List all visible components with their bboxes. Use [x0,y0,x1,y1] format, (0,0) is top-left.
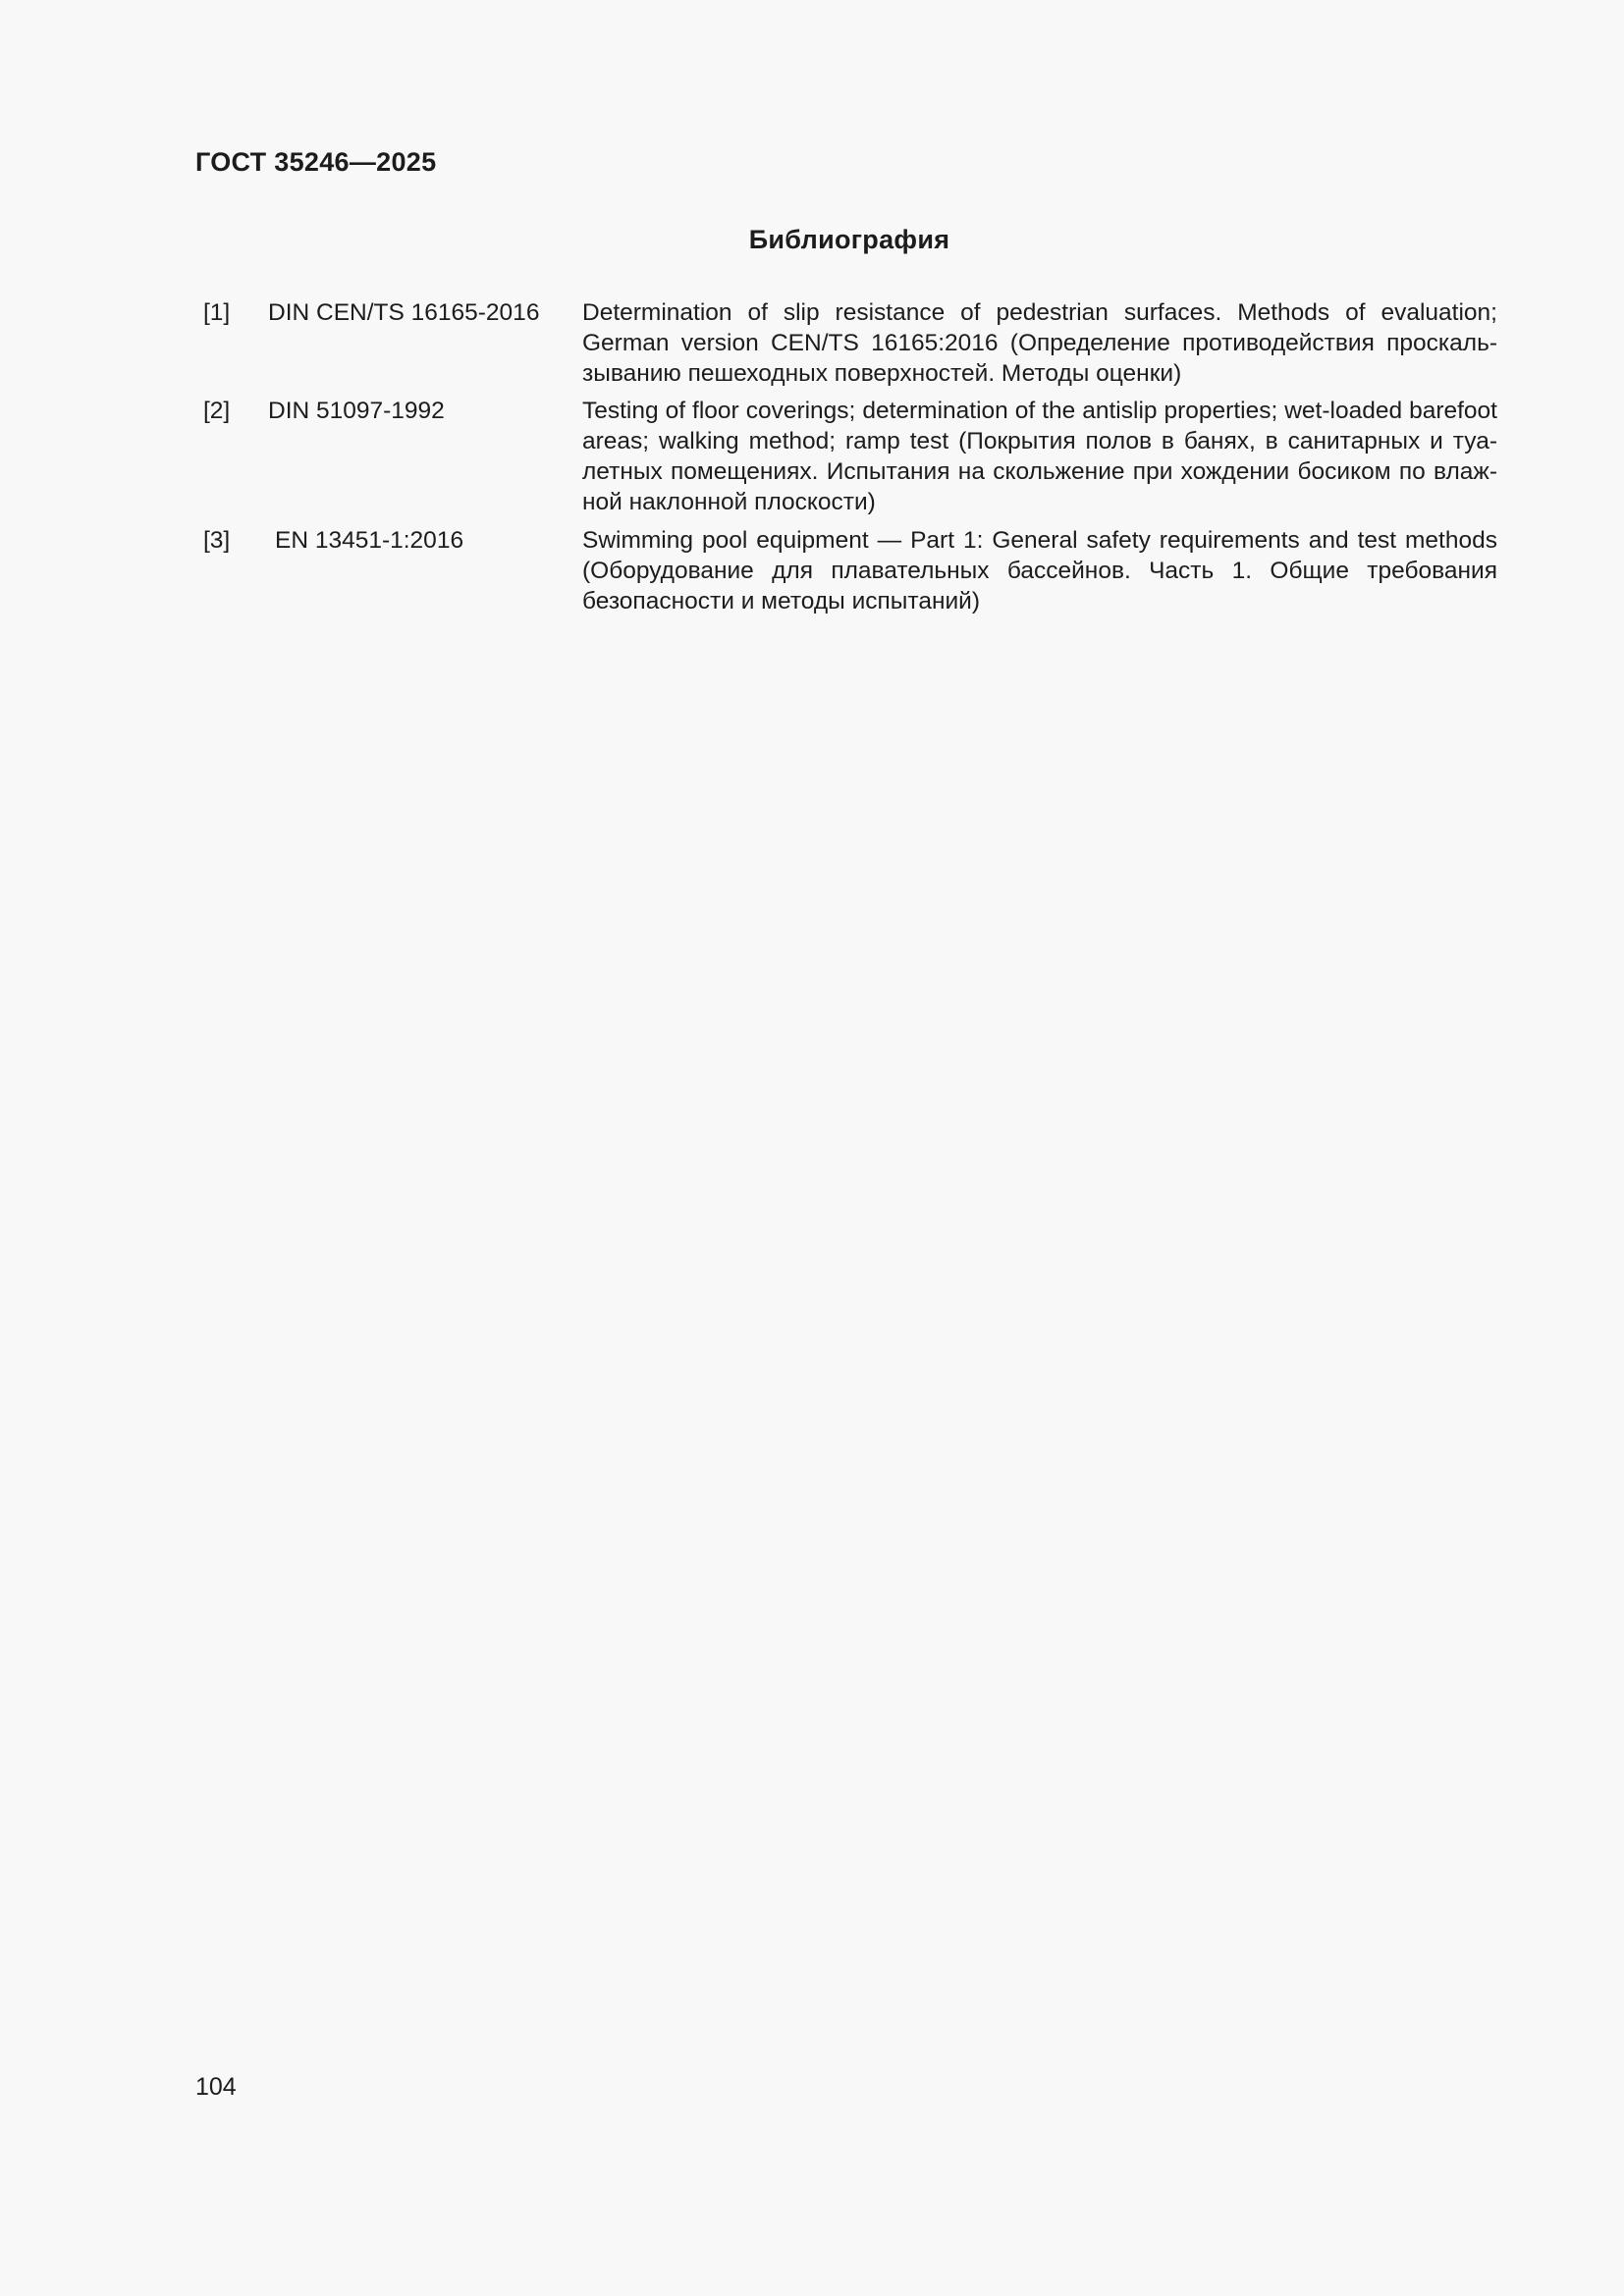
entry-description: Testing of floor coverings; determination of the antislip properties; wet-loaded barefoot areas; walking method; ramp test (Покрытия полов в банях, в санитарных и туалетных помещениях. Испытания на скольжение при хождении босиком по влажной наклонной плоскости) [582,398,1497,515]
document-code-header: ГОСТ 35246—2025 [195,147,437,177]
bibliography-entry [195,525,1497,616]
entry-standard-code: EN 13451-1:2016 [275,527,464,554]
entry-number: [1] [203,299,231,326]
bibliography-list [195,297,1497,616]
bibliography-entry [195,396,1497,517]
entry-description: Swimming pool equipment — Part 1: General safety requirements and test methods (Оборудование для плавательных бассейнов. Часть 1. Общие требования безопасности и методы испытаний) [582,527,1497,614]
entry-number: [2] [203,398,231,424]
section-title: Библиография [748,225,950,254]
bibliography-entry [195,297,1497,389]
entry-standard-code: DIN 51097-1992 [268,398,445,424]
entry-number: [3] [203,527,231,554]
page-number: 104 [195,2073,237,2101]
entry-standard-code: DIN CEN/TS 16165-2016 [268,299,540,326]
entry-description: Determination of slip resistance of pedestrian surfaces. Methods of evaluation; German version CEN/TS 16165:2016 (Определение противодействия проскальзыванию пешеходных поверхностей. Методы оценки) [582,299,1497,387]
